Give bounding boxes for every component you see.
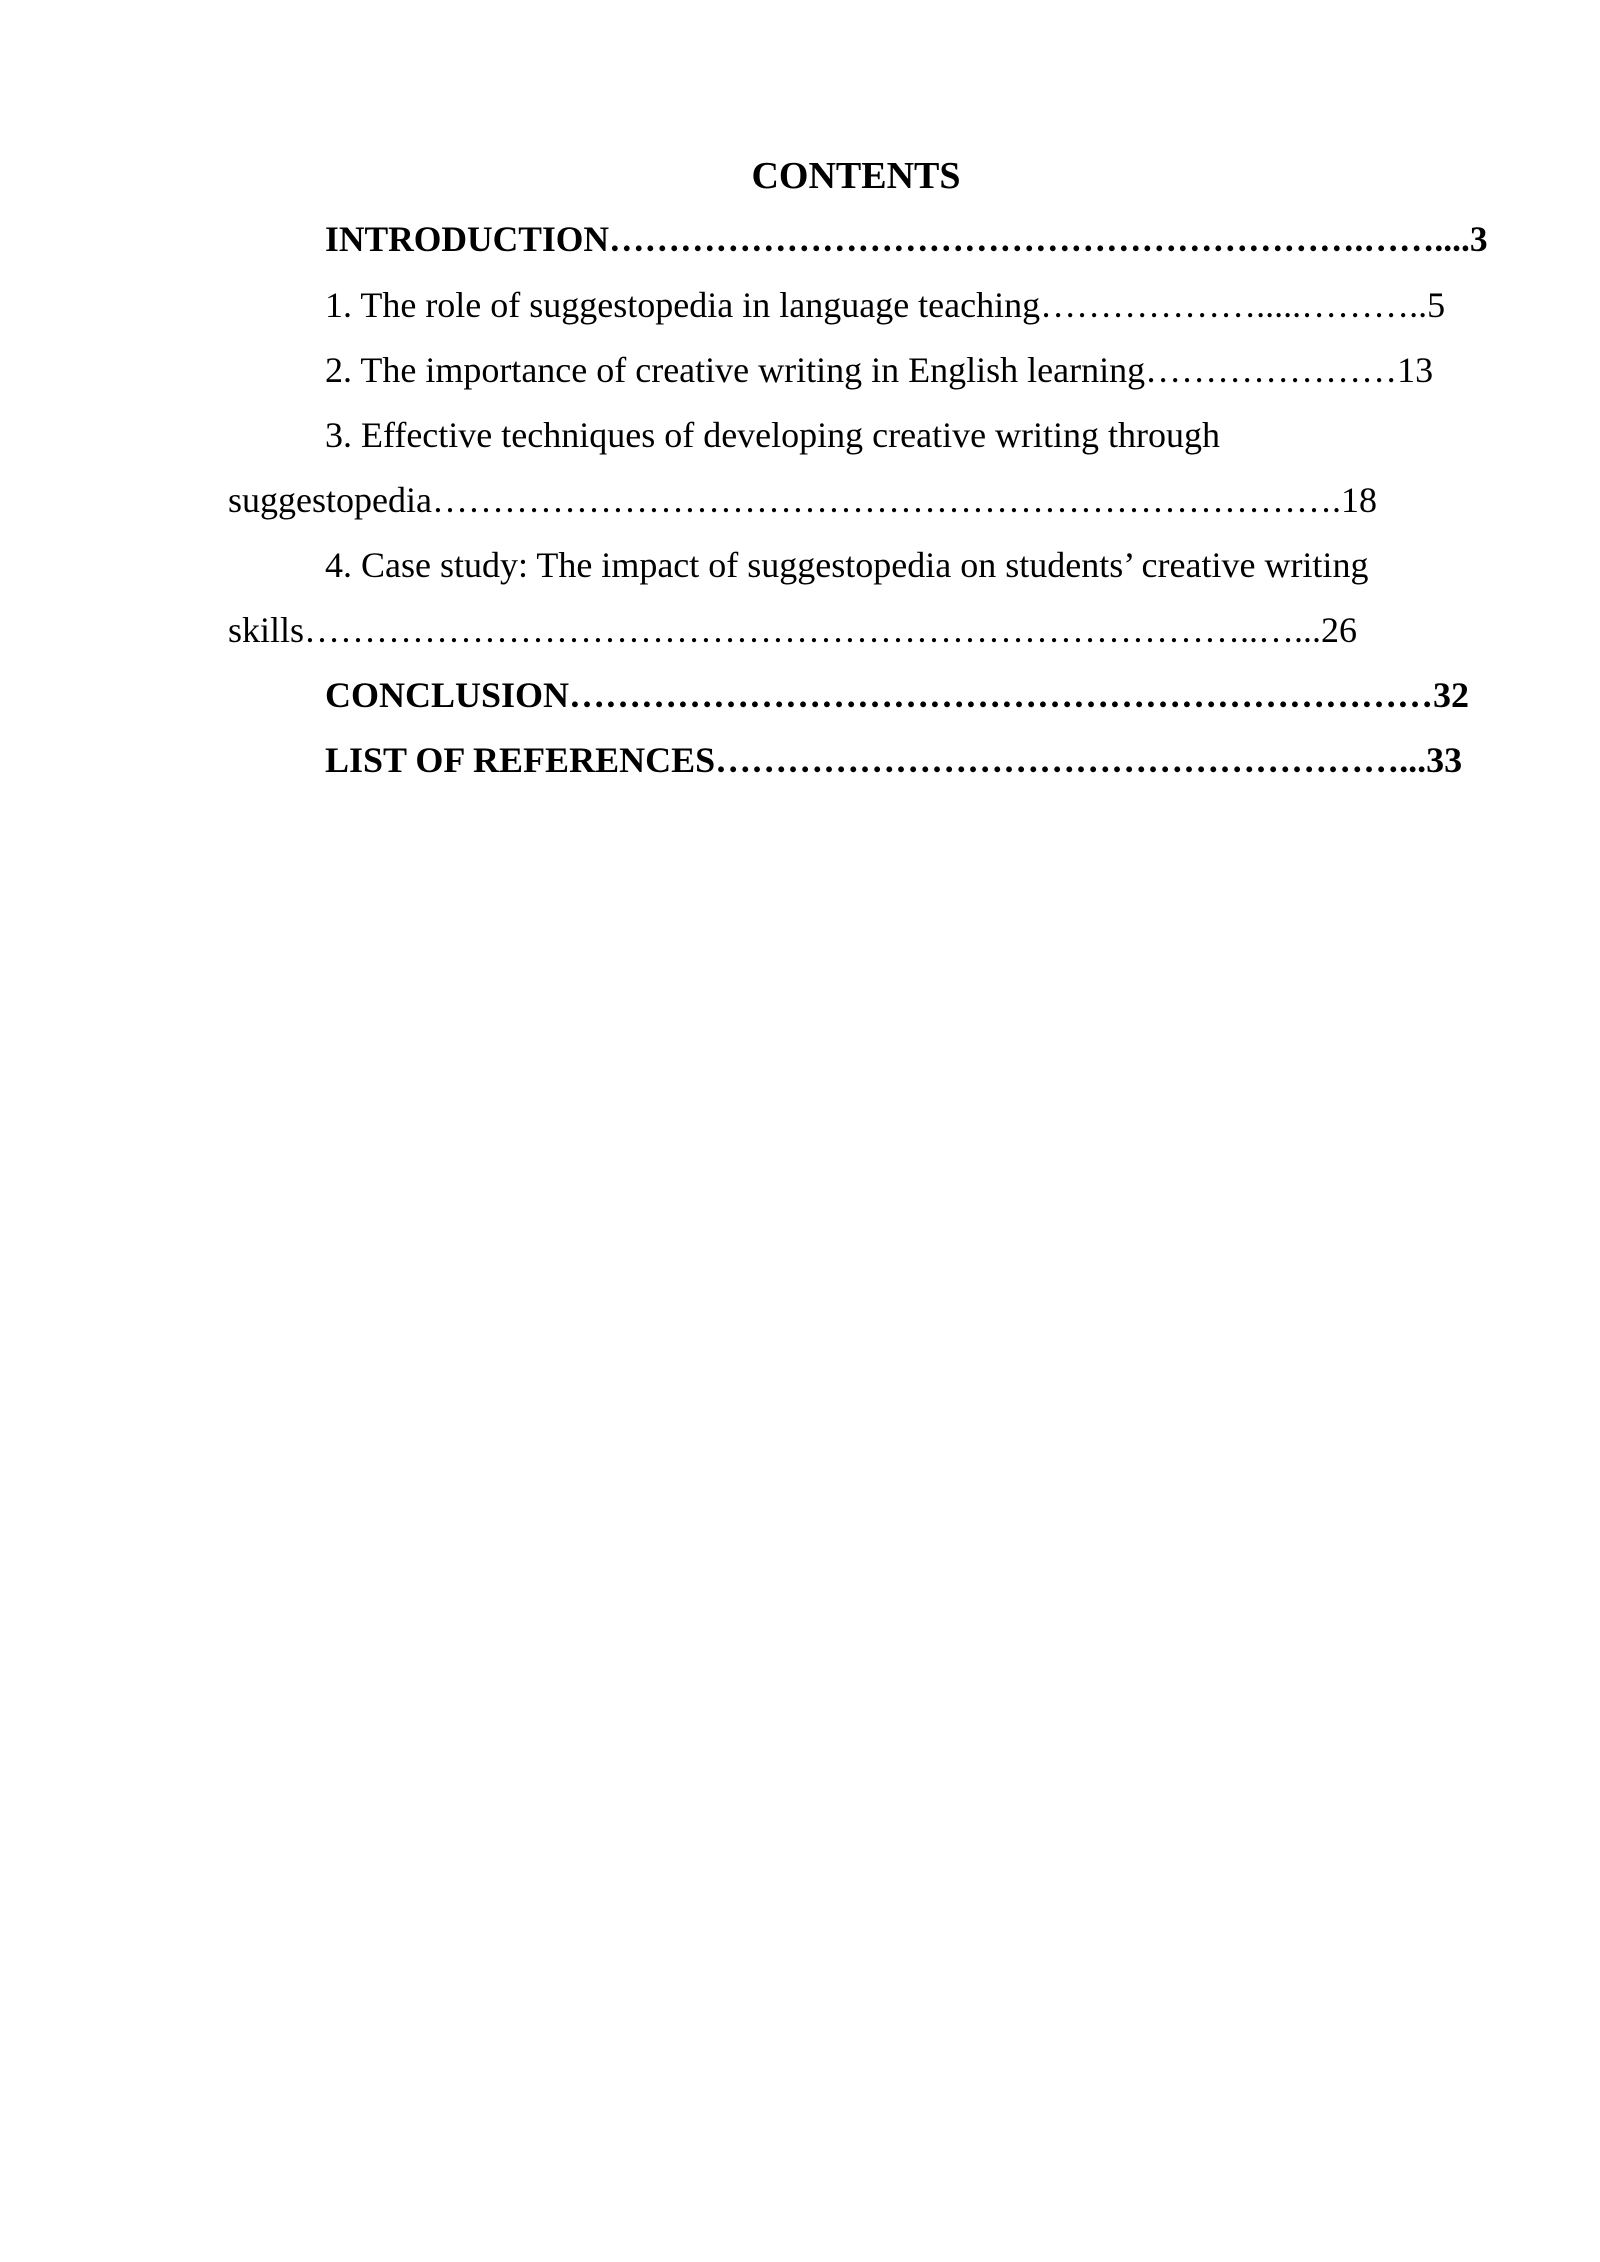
toc-entry-chapter-2: 2. The importance of creative writing in English learning…………………13 xyxy=(325,350,1434,390)
toc-entry-conclusion: CONCLUSION………………………………………………………………32 xyxy=(325,675,1470,715)
toc-entry-references: LIST OF REFERENCES…………………………………………………...33 xyxy=(325,740,1463,780)
toc-entry-chapter-4-line-1: 4. Case study: The impact of suggestopedia on students’ creative writing xyxy=(325,545,1369,585)
toc-entry-chapter-4-line-2: skills……………………………………………………………………..…...26 xyxy=(228,610,1358,650)
toc-entry-chapter-3-line-1: 3. Effective techniques of developing creative writing through xyxy=(325,415,1221,455)
contents-heading: CONTENTS xyxy=(751,155,961,197)
toc-entry-chapter-1: 1. The role of suggestopedia in language teaching……………….....………..5 xyxy=(325,285,1446,325)
toc-entry-introduction: INTRODUCTION……………………………………………………….……....3 xyxy=(325,219,1488,259)
toc-entry-chapter-3-line-2: suggestopedia………………………………………………………………….18 xyxy=(228,480,1377,520)
